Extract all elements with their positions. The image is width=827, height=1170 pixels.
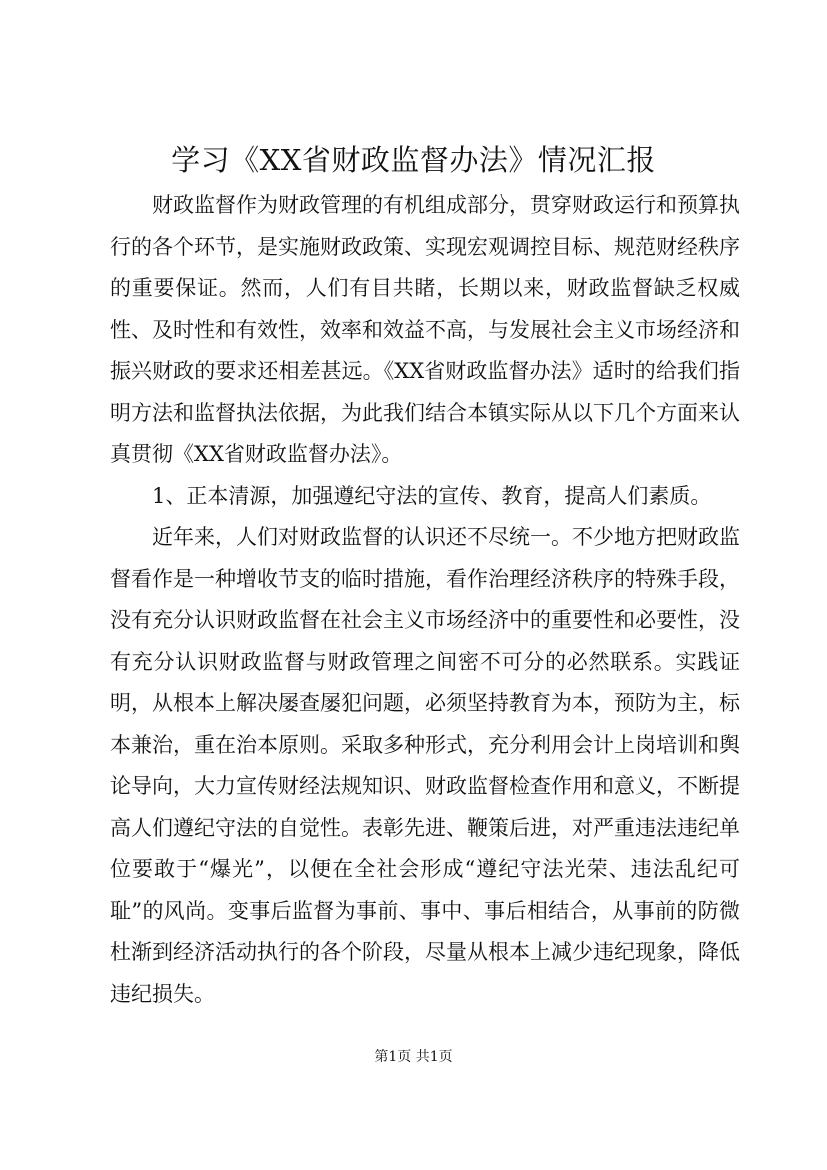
paragraph-section-heading: 1、正本清源，加强遵纪守法的宣传、教育，提高人们素质。 <box>152 483 712 508</box>
page-footer: 第1页 共1页 <box>374 1049 453 1065</box>
document-title: 学习《XX省财政监督办法》情况汇报 <box>171 143 656 177</box>
paragraph-section-body: 近年来，人们对财政监督的认识还不尽统一。不少地方把财政监督看作是一种增收节支的临时措施，看作治理经济秩序的特殊手段，没有充分认识财政监督在社会主义市场经济中的重要性和必要性，没有充分认识财政监督与财政管理之间密不可分的必然联系。实践证明，从根本上解决屡查屡犯问题，必须坚持教育为本，预防为主，标本兼治，重在治本原则。采取多种形式，充分利用会计上岗培训和舆论导向，大力宣传财经法规知识、财政监督检查作用和意义，不断提高人们遵纪守法的自觉性。表彰先进、鞭策后进，对严重违法违纪单位要敢于“爆光”，以便在全社会形成“遵纪守法光荣、违法乱纪可耻”的风尚。变事后监督为事前、事中、事后相结合，从事前的防微杜渐到经济活动执行的各个阶段，尽量从根本上减少违纪现象，降低违纪损失。 <box>110 525 740 1006</box>
document-body <box>110 185 740 1015</box>
paragraph-intro: 财政监督作为财政管理的有机组成部分，贯穿财政运行和预算执行的各个环节，是实施财政政策、实现宏观调控目标、规范财经秩序的重要保证。然而，人们有目共睹，长期以来，财政监督缺乏权威性、及时性和有效性，效率和效益不高，与发展社会主义市场经济和振兴财政的要求还相差甚远。《XX省财政监督办法》适时的给我们指明方法和监督执法依据，为此我们结合本镇实际从以下几个方面来认真贯彻《XX省财政监督办法》。 <box>110 193 740 466</box>
